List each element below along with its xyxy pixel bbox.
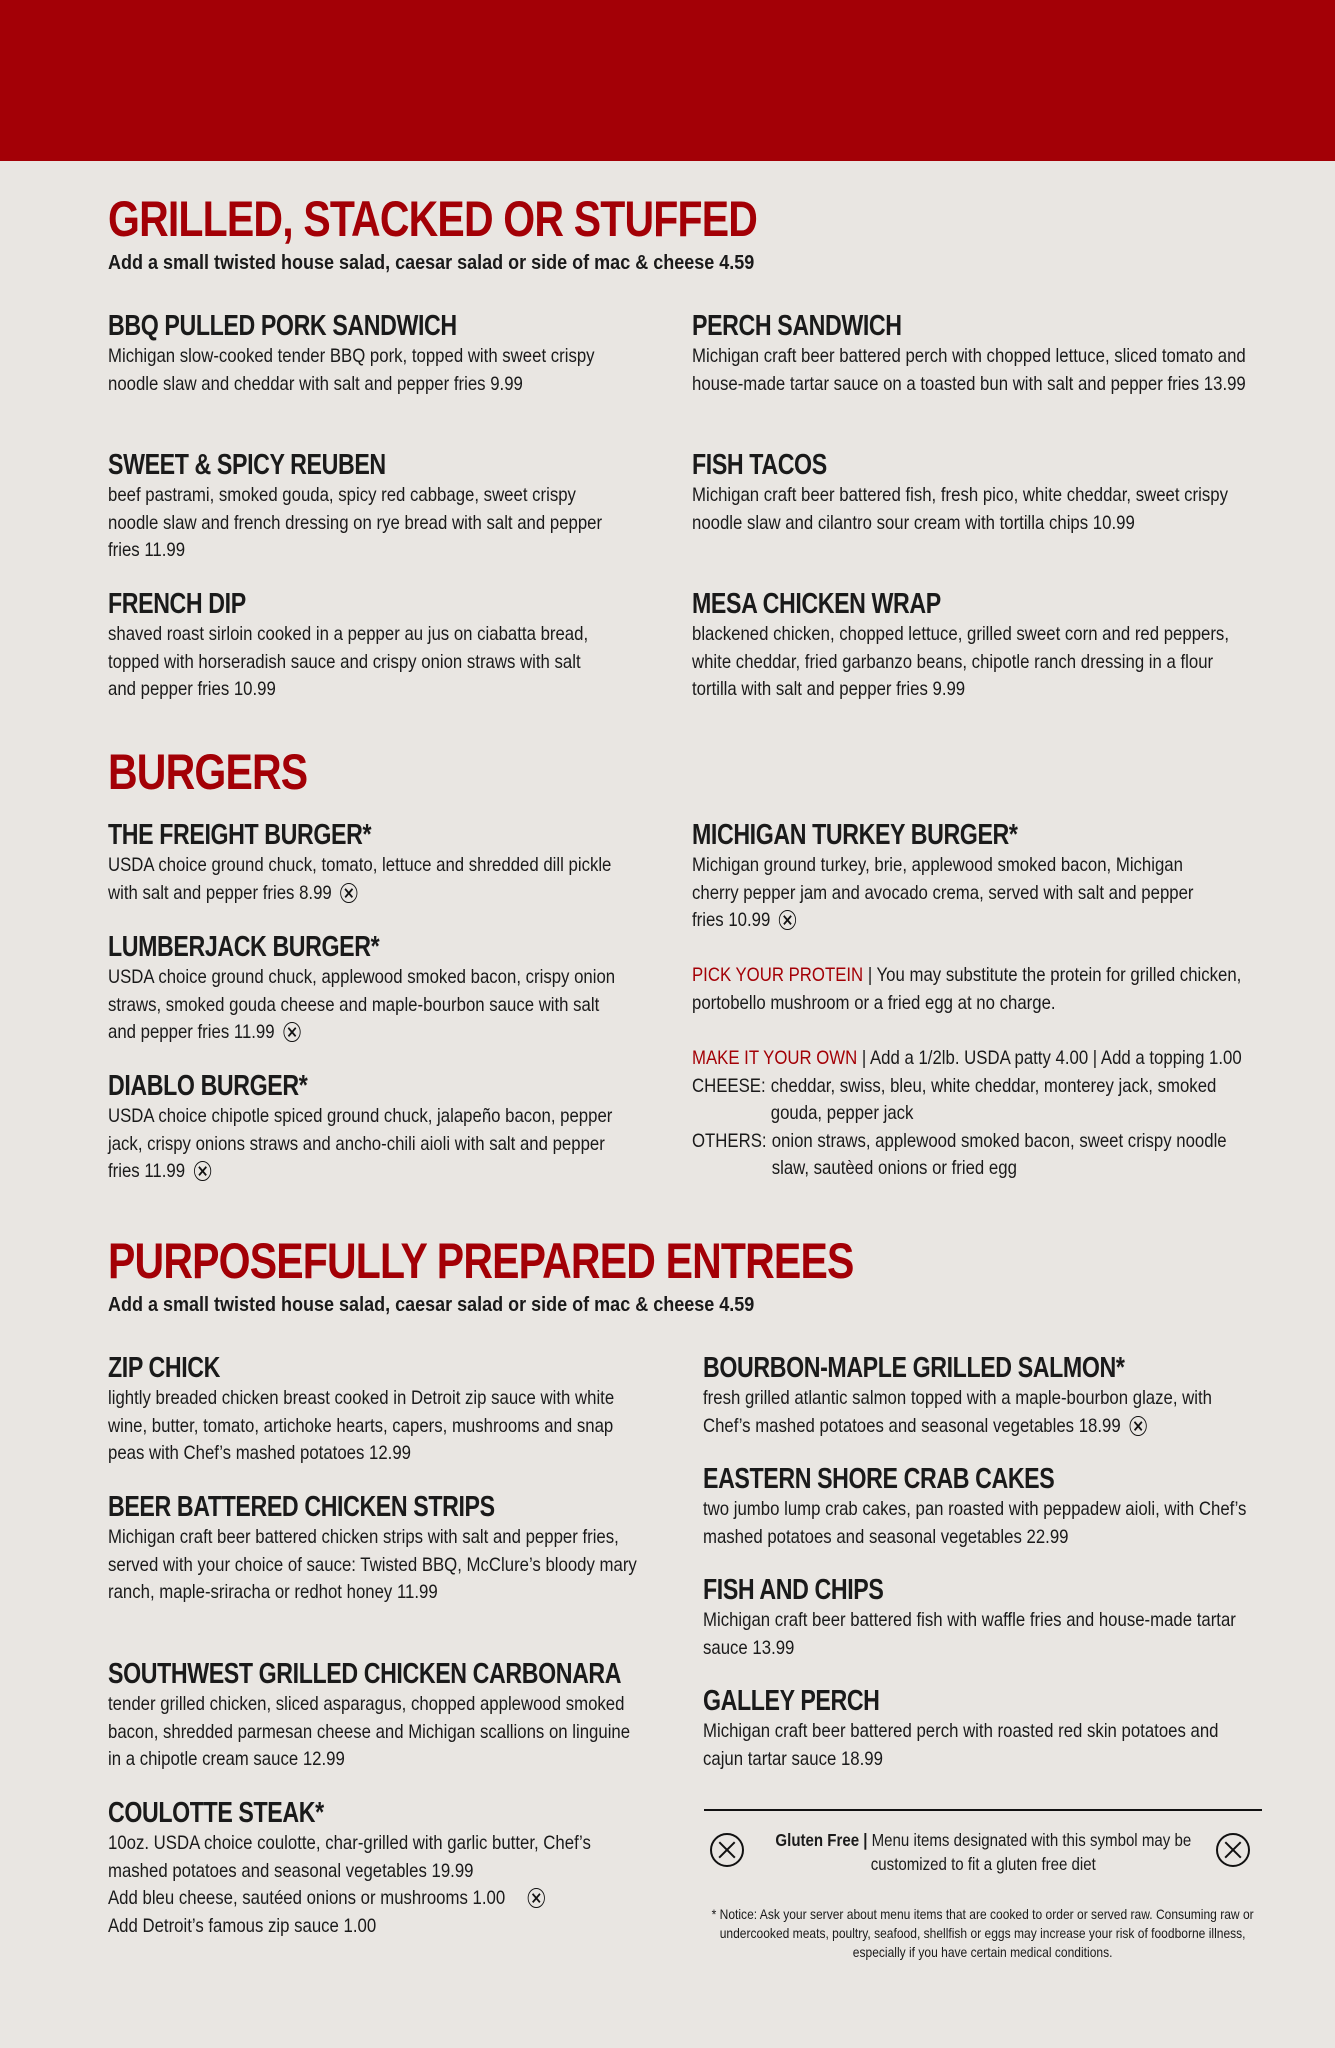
make-own-text: | Add a 1/2lb. USDA patty 4.00 | Add a topping 1.00 [861,1047,1242,1069]
menu-item [108,1351,648,1468]
legend-label: Gluten Free | [775,1830,868,1850]
divider [704,1809,1262,1811]
menu-item [692,309,1252,398]
item-description-text: Michigan ground turkey, brie, applewood smoked bacon, Michigan cherry pepper jam and avocado crema, served with salt and pepper fries 10.99 [692,854,1194,931]
entrees-subtitle: Add a small twisted house salad, caesar salad or side of mac & cheese 4.59 [108,1294,755,1316]
item-name: BEER BATTERED CHICKEN STRIPS [108,1491,495,1523]
menu-item [692,587,1252,704]
item-name: FRENCH DIP [108,588,246,620]
menu-item [108,930,628,1047]
menu-item [108,448,608,565]
menu-item [108,587,608,704]
item-description: tender grilled chicken, sliced asparagus, chopped applewood smoked bacon, shredded parmesan cheese and Michigan scallions on linguine in a chipotle cream sauce 12.99 [108,1693,631,1770]
entrees-section [108,1232,1258,1318]
item-description [108,1103,627,1186]
others-key: OTHERS: [692,1129,767,1152]
protein-note [692,962,1252,1017]
add-on-text: Add bleu cheese, sautéed onions or mushrooms 1.00 [108,1887,506,1909]
cheese-values: cheddar, swiss, bleu, white cheddar, monterey jack, smoked gouda, pepper jack [770,1074,1217,1124]
grilled-title: GRILLED, STACKED OR STUFFED [108,191,758,247]
menu-item [703,1351,1263,1440]
item-description: Michigan craft beer battered fish, fresh pico, white cheddar, sweet crispy noodle slaw and cilantro sour cream with tortilla chips 10.99 [692,484,1228,534]
item-name: GALLEY PERCH [703,1685,880,1717]
item-name: SWEET & SPICY REUBEN [108,449,386,481]
menu-item [108,818,628,907]
grilled-section [108,190,1258,276]
gluten-free-icon [710,1833,744,1867]
item-description-text: USDA choice ground chuck, applewood smoked bacon, crispy onion straws, smoked gouda cheese and maple-bourbon sauce with salt and pepper fries 11.99 [108,966,616,1043]
menu-item [108,309,608,398]
item-name: EASTERN SHORE CRAB CAKES [703,1463,1055,1495]
legend-text: Menu items designated with this symbol may be customized to fit a gluten free diet [870,1830,1191,1874]
item-description-text: fresh grilled atlantic salmon topped with a maple-bourbon glaze, with Chef’s mashed potatoes and seasonal vegetables 18.99 [703,1387,1212,1437]
item-name: FISH TACOS [692,449,827,481]
item-description [108,964,627,1047]
item-description: two jumbo lump crab cakes, pan roasted with peppadew aioli, with Chef’s mashed potatoes and seasonal vegetables 22.99 [703,1498,1247,1548]
item-description [692,852,1211,935]
item-description-text: USDA choice chipotle spiced ground chuck, jalapeño bacon, pepper jack, crispy onions straws and ancho-chili aioli with salt and pepper fries 11.99 [108,1105,613,1182]
protein-text: | You may substitute the protein for grilled chicken, portobello mushroom or a fried egg at no charge. [692,964,1242,1014]
menu-item [703,1573,1263,1662]
gluten-free-icon [194,1161,211,1181]
menu-item [703,1684,1263,1773]
item-description-text: 10oz. USDA choice coulotte, char-grilled with garlic butter, Chef’s mashed potatoes and seasonal vegetables 19.99 [108,1832,591,1882]
item-description: Michigan craft beer battered perch with roasted red skin potatoes and cajun tartar sauce 18.99 [703,1720,1219,1770]
item-name: BOURBON-MAPLE GRILLED SALMON* [703,1352,1125,1384]
other-options [692,1128,1251,1183]
item-description: Michigan slow-cooked tender BBQ pork, topped with sweet crispy noodle slaw and cheddar with salt and pepper fries 9.99 [108,345,595,395]
item-name: PERCH SANDWICH [692,310,902,342]
item-description-text: USDA choice ground chuck, tomato, lettuce and shredded dill pickle with salt and pepper fries 8.99 [108,854,612,904]
notice-text: * Notice: Ask your server about menu items that are cooked to order or served raw. Consuming raw or undercooked meats, poultry, seafood, shellfish or eggs may increase your risk of foodborne illness, especially if you have certain medical conditions. [711,1906,1255,1960]
item-name: BBQ PULLED PORK SANDWICH [108,310,457,342]
menu-item [692,818,1212,935]
gluten-free-icon [340,883,357,903]
cheese-key: CHEESE: [692,1074,766,1097]
cheese-options [692,1073,1251,1128]
item-description [703,1385,1262,1440]
item-description: Michigan craft beer battered perch with chopped lettuce, sliced tomato and house-made tartar sauce on a toasted bun with salt and pepper fries 13.99 [692,345,1246,395]
item-name: SOUTHWEST GRILLED CHICKEN CARBONARA [108,1658,622,1690]
menu-item [108,1796,648,1940]
item-description [108,1830,647,1940]
item-name: LUMBERJACK BURGER* [108,931,380,963]
item-name: COULOTTE STEAK* [108,1797,324,1829]
menu-item [108,1490,648,1607]
gluten-free-icon [283,1022,300,1042]
make-own-label: MAKE IT YOUR OWN [692,1047,858,1069]
raw-food-notice [704,1905,1262,1962]
entrees-title: PURPOSEFULLY PREPARED ENTREES [108,1233,854,1289]
add-on-text: Add Detroit’s famous zip sauce 1.00 [108,1914,377,1937]
item-description: Michigan craft beer battered chicken strips with salt and pepper fries, served with your choice of sauce: Twisted BBQ, McClure’s bloody mary ranch, maple-sriracha or redhot honey 11.99 [108,1526,637,1603]
item-name: FISH AND CHIPS [703,1574,884,1606]
gluten-free-icon [1129,1416,1146,1436]
burgers-section [108,743,1258,801]
menu-item [703,1462,1263,1551]
item-name: DIABLO BURGER* [108,1070,308,1102]
header-banner [0,0,1335,161]
menu-item [692,448,1252,537]
make-it-your-own [692,1045,1252,1183]
item-description [108,852,627,907]
item-name: MICHIGAN TURKEY BURGER* [692,819,1018,851]
menu-item [108,1657,648,1774]
grilled-subtitle: Add a small twisted house salad, caesar salad or side of mac & cheese 4.59 [108,252,755,274]
burgers-title: BURGERS [108,744,308,800]
item-description: shaved roast sirloin cooked in a pepper au jus on ciabatta bread, topped with horseradish sauce and crispy onion straws with salt and pepper fries 10.99 [108,623,589,700]
menu-item [108,1069,628,1186]
others-values: onion straws, applewood smoked bacon, sweet crispy noodle slaw, sautèed onions or fried egg [771,1129,1227,1179]
protein-label: PICK YOUR PROTEIN [692,964,864,986]
gluten-free-icon [528,1888,545,1908]
item-name: ZIP CHICK [108,1352,220,1384]
item-description: beef pastrami, smoked gouda, spicy red cabbage, sweet crispy noodle slaw and french dressing on rye bread with salt and pepper fries 11.99 [108,484,603,561]
item-name: THE FREIGHT BURGER* [108,819,372,851]
item-description: Michigan craft beer battered fish with waffle fries and house-made tartar sauce 13.99 [703,1609,1236,1659]
gluten-free-icon [779,910,796,930]
gluten-free-icon [1216,1833,1250,1867]
item-description: lightly breaded chicken breast cooked in Detroit zip sauce with white wine, butter, tomato, artichoke hearts, capers, mushrooms and snap peas with Chef’s mashed potatoes 12.99 [108,1387,615,1464]
item-description: blackened chicken, chopped lettuce, grilled sweet corn and red peppers, white cheddar, fried garbanzo beans, chipotle ranch dressing in a flour tortilla with salt and pepper fries 9.99 [692,623,1229,700]
item-name: MESA CHICKEN WRAP [692,588,941,620]
